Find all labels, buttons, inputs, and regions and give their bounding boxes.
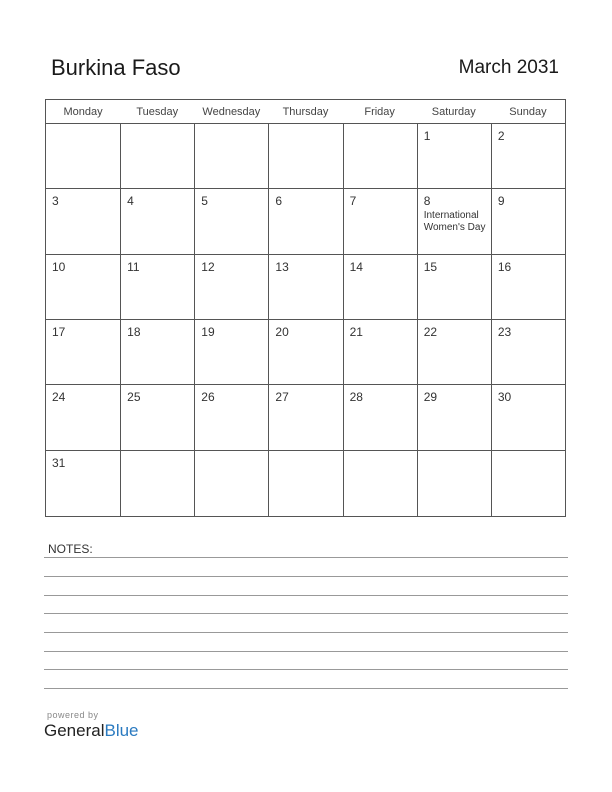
weekday-header-sunday: Sunday	[491, 100, 565, 124]
day-cell[interactable]	[491, 124, 565, 189]
day-cell[interactable]	[417, 320, 491, 385]
day-number: 6	[275, 194, 283, 209]
day-cell[interactable]	[417, 189, 491, 254]
day-number: 15	[423, 259, 438, 274]
day-number: 9	[497, 194, 505, 209]
day-cell[interactable]	[268, 189, 342, 254]
day-number: 21	[349, 325, 363, 339]
day-number: 4	[127, 194, 134, 209]
calendar-month-title: March 2031	[458, 57, 559, 78]
note-line	[44, 669, 568, 670]
day-number: 7	[349, 194, 357, 209]
day-number: 29	[423, 390, 438, 405]
day-cell[interactable]	[120, 451, 194, 516]
day-number: 25	[127, 390, 141, 405]
brand-blue: Blue	[104, 721, 139, 740]
day-number: 8	[423, 194, 431, 209]
note-line	[44, 595, 568, 596]
weekday-header-friday: Friday	[343, 100, 417, 124]
note-line	[44, 557, 568, 558]
note-line	[44, 613, 568, 614]
note-line	[44, 632, 568, 633]
day-number: 1	[423, 129, 431, 143]
day-number: 27	[275, 390, 289, 405]
day-cell[interactable]	[194, 124, 268, 189]
day-cell[interactable]	[194, 189, 268, 254]
day-cell[interactable]	[268, 451, 342, 516]
calendar-grid	[45, 99, 566, 517]
day-number: 13	[275, 259, 289, 274]
day-number: 20	[275, 325, 289, 339]
day-cell[interactable]	[46, 189, 120, 254]
powered-by-text: powered by	[47, 710, 99, 720]
day-cell[interactable]	[268, 124, 342, 189]
day-cell[interactable]	[46, 451, 120, 516]
day-cell[interactable]	[194, 385, 268, 450]
day-number: 3	[52, 194, 59, 209]
day-cell[interactable]	[120, 385, 194, 450]
day-cell[interactable]	[417, 451, 491, 516]
day-number: 28	[349, 390, 363, 405]
day-cell[interactable]	[120, 189, 194, 254]
day-number: 19	[201, 325, 215, 339]
day-cell[interactable]	[194, 320, 268, 385]
weekday-header-saturday: Saturday	[417, 100, 491, 124]
day-number: 24	[52, 390, 66, 405]
weekday-header-tuesday: Tuesday	[120, 100, 194, 124]
day-number: 10	[52, 259, 66, 274]
day-cell[interactable]	[343, 320, 417, 385]
day-cell[interactable]	[417, 124, 491, 189]
day-cell[interactable]	[268, 255, 342, 320]
day-number: 18	[127, 325, 141, 339]
day-number: 14	[349, 259, 363, 274]
notes-label: NOTES:	[48, 542, 93, 556]
weekday-header-wednesday: Wednesday	[194, 100, 268, 124]
day-number: 2	[497, 129, 505, 143]
note-line	[44, 688, 568, 689]
day-cell[interactable]	[46, 320, 120, 385]
calendar-country-title: Burkina Faso	[51, 55, 181, 80]
day-cell[interactable]	[343, 255, 417, 320]
day-cell[interactable]	[417, 385, 491, 450]
note-line	[44, 576, 568, 577]
day-number: 26	[201, 390, 215, 405]
day-number: 5	[201, 194, 208, 209]
day-cell[interactable]	[46, 255, 120, 320]
day-cell[interactable]	[120, 255, 194, 320]
day-cell[interactable]	[491, 451, 565, 516]
day-cell[interactable]	[46, 385, 120, 450]
day-cell[interactable]	[46, 124, 120, 189]
day-cell[interactable]	[268, 320, 342, 385]
day-cell[interactable]	[194, 451, 268, 516]
brand-general: General	[44, 721, 105, 740]
day-cell[interactable]	[120, 320, 194, 385]
note-line	[44, 651, 568, 652]
day-number: 16	[497, 259, 512, 274]
day-cell[interactable]	[491, 320, 565, 385]
day-number: 22	[423, 325, 438, 339]
day-cell[interactable]	[194, 255, 268, 320]
day-cell[interactable]	[343, 189, 417, 254]
day-cell[interactable]	[120, 124, 194, 189]
day-number: 23	[497, 325, 512, 339]
day-cell[interactable]	[343, 385, 417, 450]
day-number: 12	[201, 259, 215, 274]
day-cell[interactable]	[417, 255, 491, 320]
day-cell[interactable]	[491, 189, 565, 254]
day-cell[interactable]	[491, 385, 565, 450]
day-number: 11	[127, 259, 140, 274]
day-number: 30	[497, 390, 512, 405]
day-number: 31	[52, 455, 66, 470]
day-cell[interactable]	[491, 255, 565, 320]
day-cell[interactable]	[343, 124, 417, 189]
day-cell[interactable]	[268, 385, 342, 450]
day-cell[interactable]	[343, 451, 417, 516]
holiday-label: International Women's Day	[423, 210, 486, 234]
day-number: 17	[52, 325, 66, 339]
brand-logo[interactable]	[44, 721, 139, 741]
weekday-header-monday: Monday	[46, 100, 120, 124]
weekday-header-thursday: Thursday	[268, 100, 342, 124]
